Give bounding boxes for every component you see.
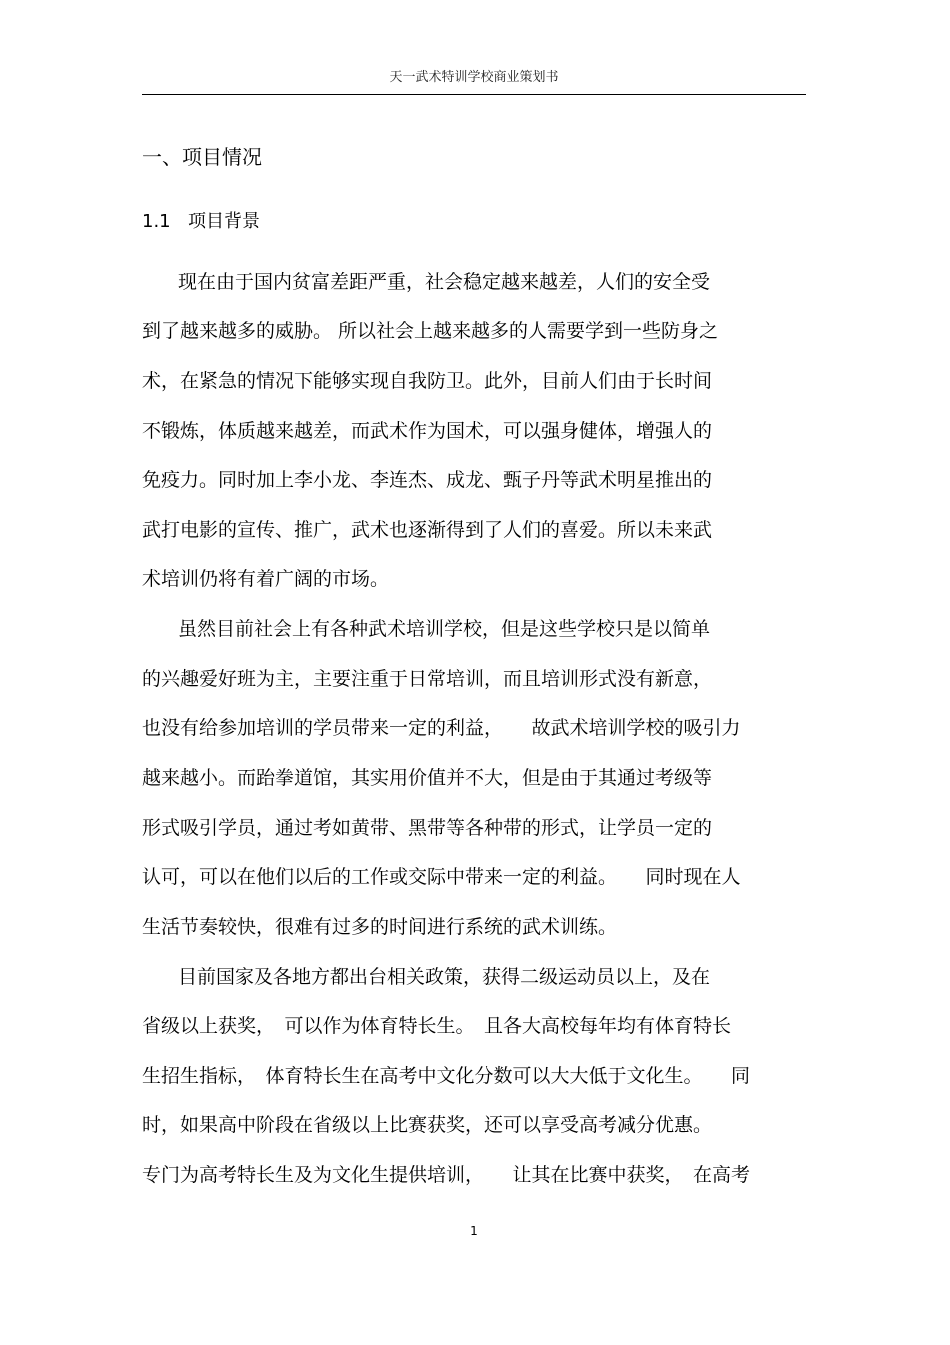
paragraph-line: 形式吸引学员，通过考如黄带、黑带等各种带的形式，让学员一定的 (142, 817, 713, 839)
paragraph-line: 省级以上获奖， 可以作为体育特长生。 且各大高校每年均有体育特长 (142, 1015, 732, 1037)
header-rule (142, 94, 806, 95)
paragraph-line: 术，在紧急的情况下能够实现自我防卫。此外，目前人们由于长时间 (142, 370, 713, 392)
paragraph-line: 越来越小。而跆拳道馆，其实用价值并不大，但是由于其通过考级等 (142, 767, 713, 789)
subsection-heading (142, 208, 260, 236)
paragraph-line: 术培训仍将有着广阔的市场。 (142, 568, 390, 590)
paragraph-line: 目前国家及各地方都出台相关政策，获得二级运动员以上，及在 (178, 966, 711, 988)
paragraph-line: 免疫力。同时加上李小龙、李连杰、成龙、甄子丹等武术明星推出的 (142, 469, 713, 491)
paragraph-line: 认可，可以在他们以后的工作或交际中带来一定的利益。 同时现在人 (142, 866, 741, 888)
paragraph-line: 时，如果高中阶段在省级以上比赛获奖，还可以享受高考减分优惠。 (142, 1114, 713, 1136)
paragraph-line: 的兴趣爱好班为主，主要注重于日常培训，而且培训形式没有新意， (142, 668, 713, 690)
paragraph-line: 到了越来越多的威胁。 所以社会上越来越多的人需要学到一些防身之 (142, 320, 719, 342)
subsection-title: 项目背景 (188, 211, 260, 232)
paragraph-line: 生招生指标， 体育特长生在高考中文化分数可以大大低于文化生。 同 (142, 1065, 751, 1087)
page-header-title: 天一武术特训学校商业策划书 (389, 70, 559, 85)
section-title: 一、项目情况 (142, 145, 262, 169)
subsection-number: 1.1 (142, 211, 171, 232)
paragraph-line: 武打电影的宣传、推广，武术也逐渐得到了人们的喜爱。所以未来武 (142, 519, 713, 541)
paragraph-line: 也没有给参加培训的学员带来一定的利益， 故武术培训学校的吸引力 (142, 717, 741, 739)
paragraph-line: 生活节奏较快，很难有过多的时间进行系统的武术训练。 (142, 916, 618, 938)
paragraph-line: 专门为高考特长生及为文化生提供培训， 让其在比赛中获奖， 在高考 (142, 1164, 751, 1186)
paragraph-line: 虽然目前社会上有各种武术培训学校，但是这些学校只是以简单 (178, 618, 711, 640)
page-number: 1 (470, 1224, 478, 1238)
paragraph-line: 不锻炼，体质越来越差，而武术作为国术，可以强身健体，增强人的 (142, 420, 713, 442)
paragraph-line: 现在由于国内贫富差距严重，社会稳定越来越差，人们的安全受 (178, 271, 711, 293)
